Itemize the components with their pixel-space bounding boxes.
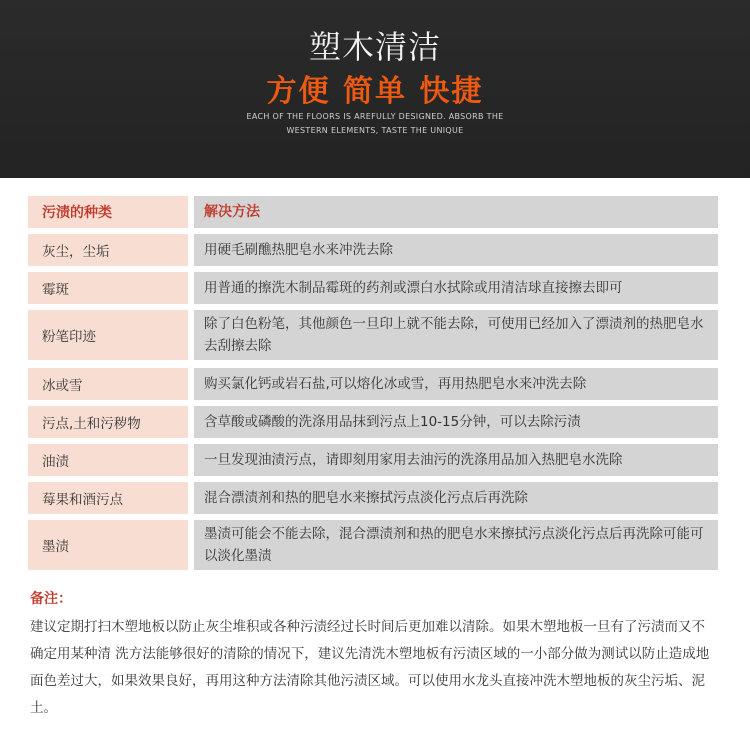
stain-type-cell: 霉斑 — [28, 272, 188, 304]
header-banner — [0, 0, 750, 178]
solution-cell: 混合漂渍剂和热的肥皂水来擦拭污点淡化污点后再洗除 — [194, 482, 718, 514]
table-row — [28, 482, 718, 514]
stain-type-cell: 灰尘，尘垢 — [28, 234, 188, 266]
stain-type-cell: 莓果和酒污点 — [28, 482, 188, 514]
solution-cell: 购买氯化钙或岩石盐,可以熔化冰或雪，再用热肥皂水来冲洗去除 — [194, 368, 718, 400]
table-row — [28, 406, 718, 438]
page-title: 塑木清洁 — [308, 28, 441, 66]
solution-cell: 用硬毛刷醮热肥皂水来冲洗去除 — [194, 234, 718, 266]
table-row — [28, 520, 718, 570]
tagline — [200, 110, 550, 138]
header-stain-type: 污渍的种类 — [28, 196, 188, 228]
table-header-row — [28, 196, 718, 228]
stain-type-cell: 墨渍 — [28, 520, 188, 570]
solution-cell: 用普通的擦洗木制品霉斑的药剂或漂白水拭除或用清洁球直接擦去即可 — [194, 272, 718, 304]
table-row — [28, 234, 718, 266]
table-row — [28, 310, 718, 360]
stain-type-cell: 油渍 — [28, 444, 188, 476]
note-section — [30, 588, 720, 722]
table-row — [28, 272, 718, 304]
stain-type-cell: 粉笔印迹 — [28, 310, 188, 360]
tagline-line-1: EACH OF THE FLOORS IS AREFULLY DESIGNED. ABSORB THE — [246, 112, 504, 121]
stain-type-cell: 冰或雪 — [28, 368, 188, 400]
table-row — [28, 444, 718, 476]
solution-cell: 除了白色粉笔，其他颜色一旦印上就不能去除，可使用已经加入了漂渍剂的热肥皂水去刮擦去除 — [194, 310, 718, 360]
solution-cell: 一旦发现油渍污点，请即刻用家用去油污的洗涤用品加入热肥皂水洗除 — [194, 444, 718, 476]
table-row — [28, 368, 718, 400]
note-body: 建议定期打扫木塑地板以防止灰尘堆积或各种污渍经过长时间后更加难以清除。如果木塑地板一旦有了污渍而又不确定用某种清 洗方法能够很好的清除的情况下，建议先清洗木塑地板有污渍区域的一小部分做为测试以防止造成地面色差过大，如果效果良好，再用这种方法清除其他污渍区域。可以使用水龙头直接冲洗木塑地板的灰尘污垢、泥土。 — [30, 619, 710, 716]
page-subtitle: 方便 简单 快捷 — [266, 74, 484, 109]
note-title: 备注： — [30, 591, 72, 607]
stain-type-cell: 污点,土和污秽物 — [28, 406, 188, 438]
solution-cell: 墨渍可能会不能去除，混合漂渍剂和热的肥皂水来擦拭污点淡化污点后再洗除可能可以淡化墨渍 — [194, 520, 718, 570]
solution-cell: 含草酸或磷酸的洗涤用品抹到污点上10-15分钟，可以去除污渍 — [194, 406, 718, 438]
tagline-line-2: WESTERN ELEMENTS, TASTE THE UNIQUE — [286, 126, 464, 135]
header-solution: 解决方法 — [194, 196, 718, 228]
